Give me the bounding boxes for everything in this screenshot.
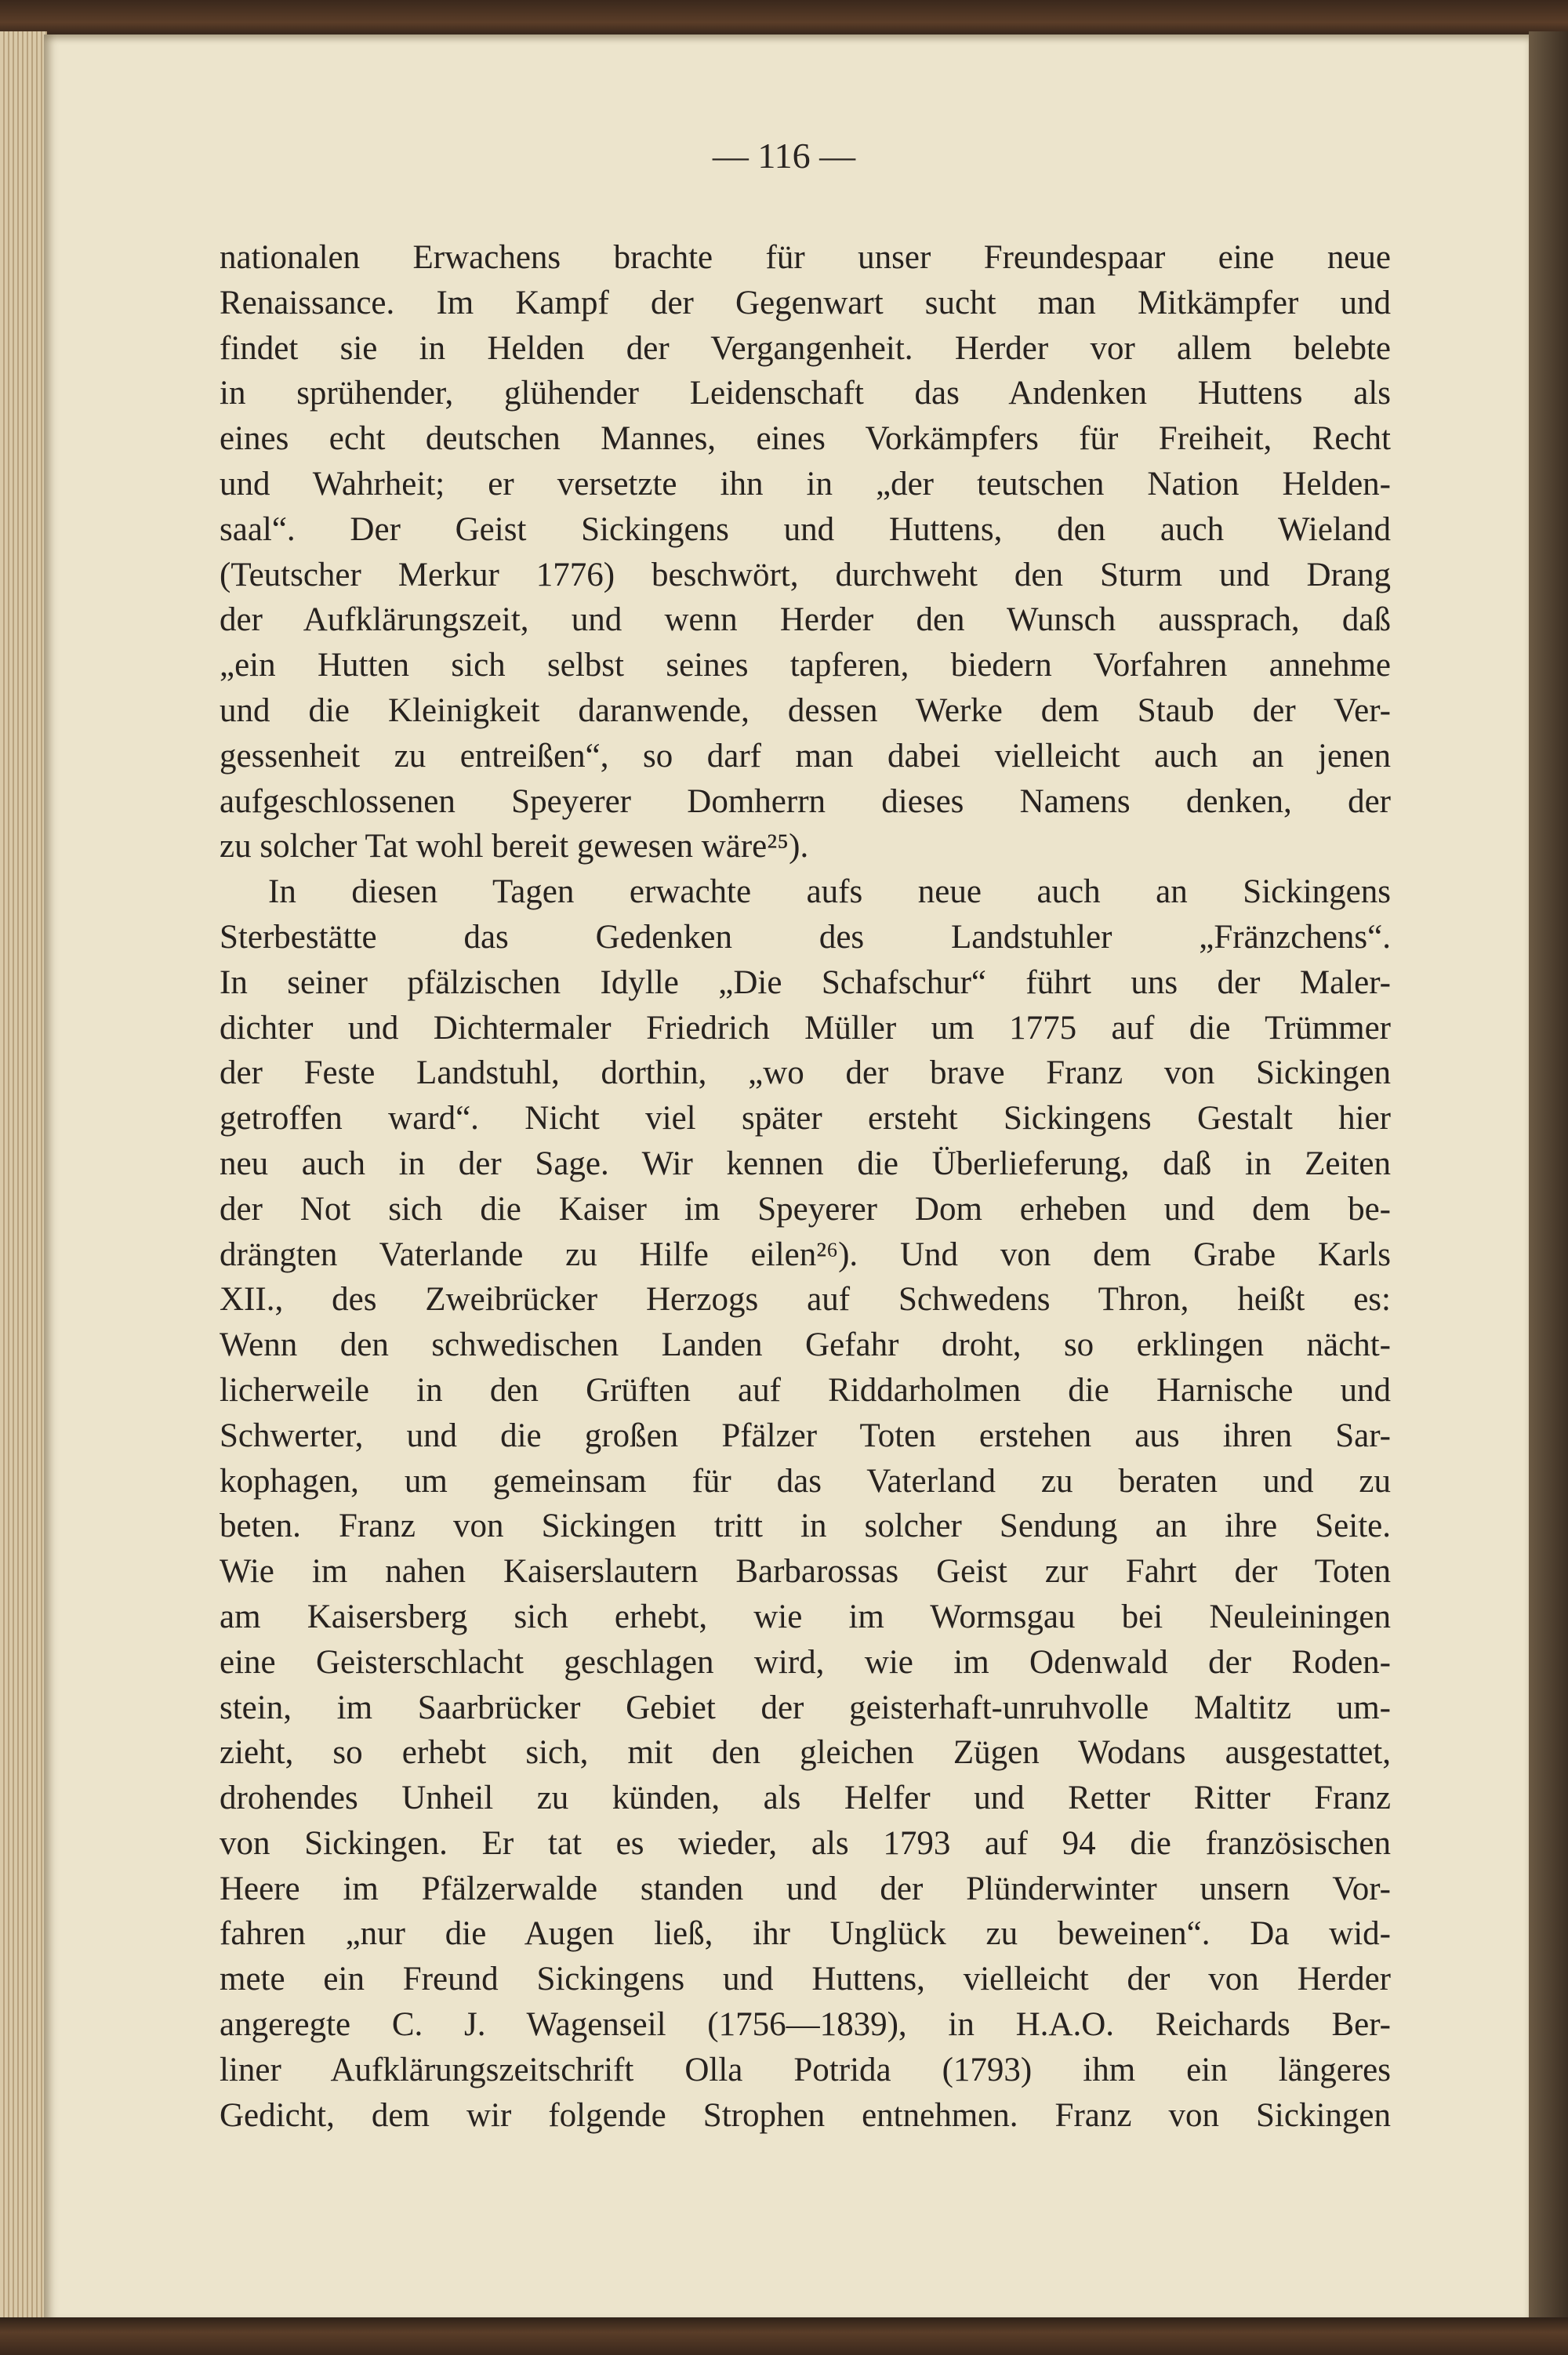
text-line: Heere im Pfälzerwalde standen und der Plünderwinter unsern Vor- xyxy=(220,1870,1391,1907)
text-line: in sprühender, glühender Leidenschaft das Andenken Huttens als xyxy=(220,375,1391,412)
text-line: licherweile in den Grüften auf Riddarholmen die Harnische und xyxy=(220,1371,1391,1409)
text-line: dichter und Dichtermaler Friedrich Müller um 1775 auf die Trümmer xyxy=(220,1009,1391,1047)
text-line: gessenheit zu entreißen“, so darf man dabei vielleicht auch an jenen xyxy=(220,737,1391,775)
text-line: der Not sich die Kaiser im Speyerer Dom erheben und dem be- xyxy=(220,1190,1391,1228)
text-line: beten. Franz von Sickingen tritt in solcher Sendung an ihre Seite. xyxy=(220,1508,1391,1545)
text-line: saal“. Der Geist Sickingens und Huttens, den auch Wieland xyxy=(220,510,1391,548)
text-line: drängten Vaterlande zu Hilfe eilen²⁶). Und von dem Grabe Karls xyxy=(220,1236,1391,1273)
text-line: kophagen, um gemeinsam für das Vaterland zu beraten und zu xyxy=(220,1462,1391,1500)
text-line: Renaissance. Im Kampf der Gegenwart sucht man Mitkämpfer und xyxy=(220,284,1391,321)
text-line: stein, im Saarbrücker Gebiet der geisterhaft-unruhvolle Maltitz um- xyxy=(220,1689,1391,1726)
text-line: Schwerter, und die großen Pfälzer Toten erstehen aus ihren Sar- xyxy=(220,1417,1391,1454)
text-line: eine Geisterschlacht geschlagen wird, wie im Odenwald der Roden- xyxy=(220,1643,1391,1681)
text-line: von Sickingen. Er tat es wieder, als 1793 auf 94 die französischen xyxy=(220,1824,1391,1862)
book-cover-top xyxy=(0,0,1568,38)
body-text xyxy=(220,235,1391,2138)
text-line: der Aufklärungszeit, und wenn Herder den Wunsch aussprach, daß xyxy=(220,601,1391,639)
page-edges xyxy=(0,31,47,2328)
page-number: — 116 — xyxy=(712,136,856,176)
text-line: Wie im nahen Kaiserslautern Barbarossas Geist zur Fahrt der Toten xyxy=(220,1553,1391,1591)
text-line: findet sie in Helden der Vergangenheit. Herder vor allem belebte xyxy=(220,329,1391,367)
text-line: drohendes Unheil zu künden, als Helfer und Retter Ritter Franz xyxy=(220,1780,1391,1817)
text-line: mete ein Freund Sickingens und Huttens, vielleicht der von Herder xyxy=(220,1961,1391,1998)
text-line: fahren „nur die Augen ließ, ihr Unglück zu beweinen“. Da wid- xyxy=(220,1915,1391,1953)
text-line: liner Aufklärungszeitschrift Olla Potrida (1793) ihm ein längeres xyxy=(220,2051,1391,2088)
text-line: zieht, so erhebt sich, mit den gleichen Zügen Wodans ausgestattet, xyxy=(220,1734,1391,1772)
book-cover-right xyxy=(1529,31,1568,2328)
text-line: der Feste Landstuhl, dorthin, „wo der brave Franz von Sickingen xyxy=(220,1054,1391,1092)
text-line: zu solcher Tat wohl bereit gewesen wäre²⁵). xyxy=(220,828,809,865)
text-line: und die Kleinigkeit daranwende, dessen Werke dem Staub der Ver- xyxy=(220,691,1391,729)
text-line: „ein Hutten sich selbst seines tapferen, biedern Vorfahren annehme xyxy=(220,647,1391,684)
text-line: Wenn den schwedischen Landen Gefahr droht, so erklingen nächt- xyxy=(220,1326,1391,1364)
text-line: In diesen Tagen erwachte aufs neue auch an Sickingens xyxy=(268,873,1391,911)
text-line: und Wahrheit; er versetzte ihn in „der teutschen Nation Helden- xyxy=(220,465,1391,503)
text-line: neu auch in der Sage. Wir kennen die Überlieferung, daß in Zeiten xyxy=(220,1145,1391,1182)
text-line: (Teutscher Merkur 1776) beschwört, durchweht den Sturm und Drang xyxy=(220,556,1391,593)
text-line: getroffen ward“. Nicht viel später ersteht Sickingens Gestalt hier xyxy=(220,1100,1391,1138)
text-line: am Kaisersberg sich erhebt, wie im Wormsgau bei Neuleiningen xyxy=(220,1598,1391,1635)
text-line: eines echt deutschen Mannes, eines Vorkämpfers für Freiheit, Recht xyxy=(220,420,1391,458)
text-line: nationalen Erwachens brachte für unser Freundespaar eine neue xyxy=(220,239,1391,276)
text-line: XII., des Zweibrücker Herzogs auf Schwedens Thron, heißt es: xyxy=(220,1281,1391,1319)
text-line: In seiner pfälzischen Idylle „Die Schafschur“ führt uns der Maler- xyxy=(220,963,1391,1001)
text-line: Gedicht, dem wir folgende Strophen entnehmen. Franz von Sickingen xyxy=(220,2096,1391,2134)
book-cover-bottom xyxy=(0,2317,1568,2355)
text-line: aufgeschlossenen Speyerer Domherrn dieses Namens denken, der xyxy=(220,782,1391,820)
text-line: angeregte C. J. Wagenseil (1756—1839), in H.A.O. Reichards Ber- xyxy=(220,2006,1391,2044)
text-line: Sterbestätte das Gedenken des Landstuhler „Fränzchens“. xyxy=(220,918,1391,956)
